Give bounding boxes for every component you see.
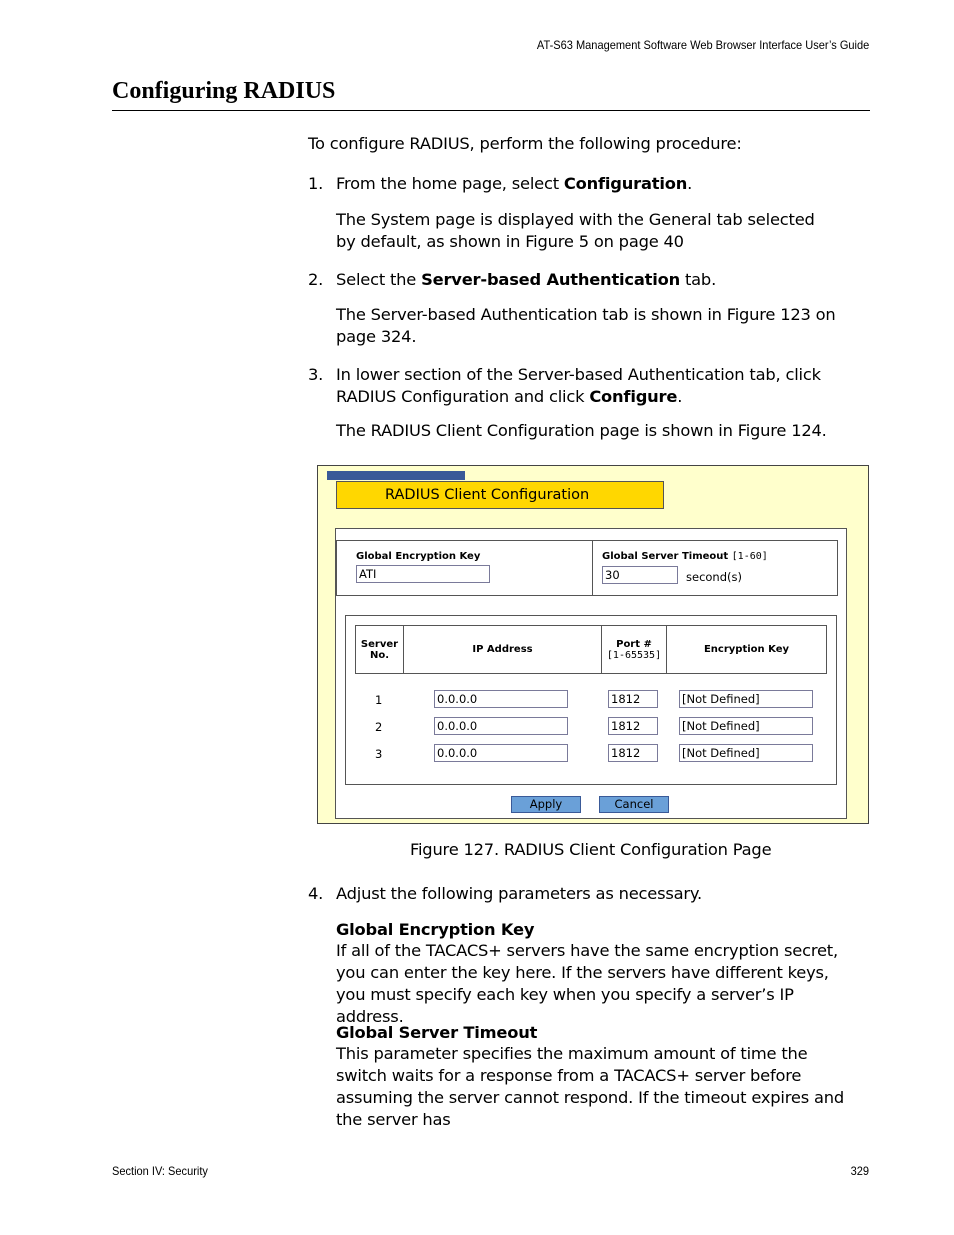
param-name: Global Server Timeout xyxy=(336,1023,538,1042)
col-encryption-key: Encryption Key xyxy=(703,644,790,655)
footer-section: Section IV: Security xyxy=(112,1164,208,1178)
servers-table xyxy=(345,615,837,785)
global-divider xyxy=(592,541,593,595)
timeout-input[interactable]: 30 xyxy=(602,566,678,584)
param-description: If all of the TACACS+ servers have the same encryption secret, you can enter the key here. If the servers have different keys, you must specify each key when you specify a server’s IP address. xyxy=(336,941,838,1026)
row-server-no: 1 xyxy=(375,693,383,707)
config-panel xyxy=(335,528,847,819)
section-title: Configuring RADIUS xyxy=(112,78,336,104)
step-note: The Server-based Authentication tab is shown in Figure 123 on page 324. xyxy=(336,305,836,346)
panel-title: RADIUS Client Configuration xyxy=(336,481,664,509)
step-note: The RADIUS Client Configuration page is shown in Figure 124. xyxy=(336,421,827,440)
timeout-label: Global Server Timeout [1-60] xyxy=(602,551,768,562)
step-number: 1. xyxy=(308,174,324,193)
timeout-unit: second(s) xyxy=(686,570,742,584)
global-key-label: Global Encryption Key xyxy=(356,551,481,562)
figure-caption: Figure 127. RADIUS Client Configuration Page xyxy=(410,840,772,859)
row-port-input[interactable]: 1812 xyxy=(608,744,658,762)
radius-config-screenshot xyxy=(317,465,869,824)
intro-text: To configure RADIUS, perform the following procedure: xyxy=(308,134,742,153)
step-note: The System page is displayed with the General tab selected by default, as shown in Figure 5 on page 40 xyxy=(336,210,815,251)
row-key-input[interactable]: [Not Defined] xyxy=(679,690,813,708)
step-text: From the home page, select Configuration. xyxy=(336,174,693,193)
page-number: 329 xyxy=(850,1164,869,1178)
step-text: Adjust the following parameters as necessary. xyxy=(336,884,703,903)
row-ip-input[interactable]: 0.0.0.0 xyxy=(434,717,568,735)
tab-bar xyxy=(327,471,465,480)
row-port-input[interactable]: 1812 xyxy=(608,717,658,735)
cancel-button[interactable]: Cancel xyxy=(599,796,669,813)
param-description: This parameter specifies the maximum amount of time the switch waits for a response from a TACACS+ server before assuming the server cannot respond. If the timeout expires and the server has xyxy=(336,1044,844,1129)
running-header: AT-S63 Management Software Web Browser Interface User’s Guide xyxy=(536,38,869,52)
title-rule xyxy=(112,110,870,111)
row-key-input[interactable]: [Not Defined] xyxy=(679,717,813,735)
global-key-input[interactable]: ATI xyxy=(356,565,490,583)
step-number: 3. xyxy=(308,365,324,384)
col-server-no: Server No. xyxy=(356,626,404,673)
global-settings-box xyxy=(336,540,838,596)
apply-button[interactable]: Apply xyxy=(511,796,581,813)
row-ip-input[interactable]: 0.0.0.0 xyxy=(434,744,568,762)
row-key-input[interactable]: [Not Defined] xyxy=(679,744,813,762)
param-name: Global Encryption Key xyxy=(336,920,535,939)
row-server-no: 3 xyxy=(375,747,383,761)
step-text: Select the Server-based Authentication tab. xyxy=(336,270,717,289)
row-ip-input[interactable]: 0.0.0.0 xyxy=(434,690,568,708)
table-header xyxy=(355,625,827,674)
step-number: 2. xyxy=(308,270,324,289)
col-port: Port # [1-65535] xyxy=(602,626,667,673)
step-number: 4. xyxy=(308,884,324,903)
row-port-input[interactable]: 1812 xyxy=(608,690,658,708)
col-ip-address: IP Address xyxy=(404,626,602,673)
step-text: In lower section of the Server-based Authentication tab, click RADIUS Configuration and click Configure. xyxy=(336,365,821,406)
row-server-no: 2 xyxy=(375,720,383,734)
